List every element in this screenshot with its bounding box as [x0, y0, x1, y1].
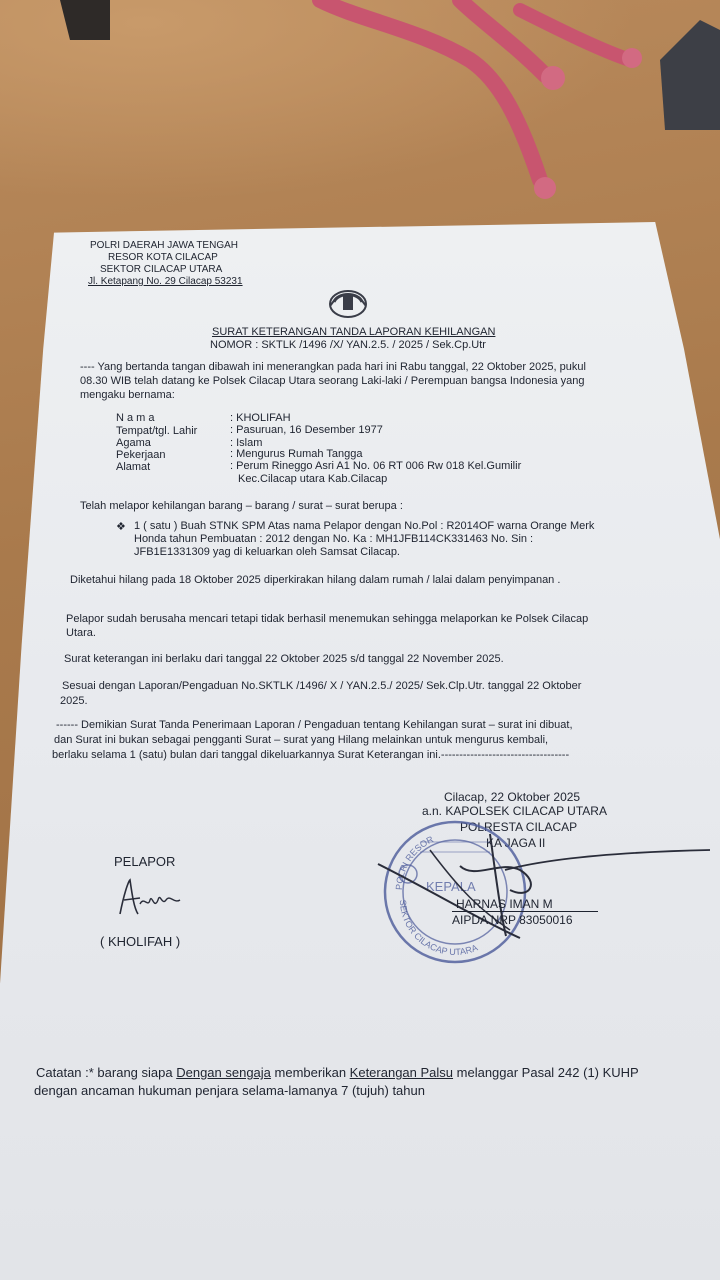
signature-ka-jaga: KA JAGA II [486, 836, 546, 850]
identity-value-birth: : Pasuruan, 16 Desember 1977 [230, 424, 383, 436]
header-line-1: POLRI DAERAH JAWA TENGAH [90, 240, 238, 251]
header-line-4: Jl. Ketapang No. 29 Cilacap 53231 [88, 276, 243, 287]
note-underlined-2: Keterangan Palsu [349, 1065, 454, 1080]
identity-label-name: N a m a [116, 412, 155, 424]
report-item-line-3: JFB1E1331309 yag di keluarkan oleh Samsat Cilacap. [134, 546, 400, 558]
bullet-diamond-icon: ❖ [116, 521, 126, 533]
reporter-label: PELAPOR [114, 854, 176, 869]
officer-rank-nrp: AIPDA NRP 83050016 [452, 913, 573, 927]
identity-label-address: Alamat [116, 461, 151, 473]
report-intro: Telah melapor kehilangan barang – barang / surat – surat berupa : [80, 500, 403, 512]
police-emblem-icon [326, 284, 370, 320]
note-prefix: Catatan :* barang siapa [36, 1065, 177, 1080]
identity-label-job: Pekerjaan [116, 449, 166, 461]
reporter-name: ( KHOLIFAH ) [100, 934, 181, 949]
lost-paragraph: Diketahui hilang pada 18 Oktober 2025 diperkirakan hilang dalam rumah / lalai dalam penyimpanan . [70, 574, 561, 586]
signature-place-date: Cilacap, 22 Oktober 2025 [444, 790, 581, 804]
note-suffix: melanggar Pasal 242 (1) KUHP [453, 1065, 639, 1080]
identity-label-birth: Tempat/tgl. Lahir [116, 425, 198, 437]
reference-paragraph-line-1: Sesuai dengan Laporan/Pengaduan No.SKTLK /1496/ X / YAN.2.5./ 2025/ Sek.Clp.Utr. tanggal 22 Oktober [62, 680, 582, 692]
header-line-2: RESOR KOTA CILACAP [108, 252, 218, 263]
identity-value-address: : Perum Rineggo Asri A1 No. 06 RT 006 Rw 018 Kel.Gumilir [230, 460, 522, 472]
note-line-2: dengan ancaman hukuman penjara selama-lamanya 7 (tujuh) tahun [34, 1083, 425, 1098]
intro-line-2: 08.30 WIB telah datang ke Polsek Cilacap Utara seorang Laki-laki / Perempuan bangsa Indonesia yang [80, 375, 585, 387]
reporter-signature-icon [114, 874, 184, 924]
search-paragraph-line-1: Pelapor sudah berusaha mencari tetapi tidak berhasil menemukan sehingga melaporkan ke Polsek Cilacap [66, 613, 589, 625]
signature-polresta: POLRESTA CILACAP [460, 820, 578, 834]
report-item-line-2: Honda tahun Pembuatan : 2012 dengan No. Ka : MH1JFB114CK331463 No. Sin : [134, 533, 534, 545]
officer-name: HARNAS IMAN M [456, 897, 553, 911]
signature-an: a.n. KAPOLSEK CILACAP UTARA [422, 804, 607, 818]
intro-line-1: ---- Yang bertanda tangan dibawah ini menerangkan pada hari ini Rabu tanggal, 22 Oktober 2025, pukul [80, 361, 586, 373]
validity-paragraph: Surat keterangan ini berlaku dari tanggal 22 Oktober 2025 s/d tanggal 22 November 2025. [64, 653, 504, 665]
stamp-middle-text: KEPALA [426, 879, 476, 894]
note-line-1 [36, 1066, 639, 1079]
closing-line-3: berlaku selama 1 (satu) bulan dari tanggal dikeluarkannya Surat Keterangan ini.----------------------------------- [52, 749, 570, 761]
officer-name-underline [452, 911, 598, 912]
report-item-line-1: 1 ( satu ) Buah STNK SPM Atas nama Pelapor dengan No.Pol : R2014OF warna Orange Merk [134, 520, 595, 532]
note-middle: memberikan [270, 1065, 350, 1080]
identity-value-job: : Mengurus Rumah Tangga [230, 448, 363, 460]
identity-value-name: : KHOLIFAH [230, 412, 291, 424]
note-underlined-1: Dengan sengaja [176, 1065, 271, 1080]
stamp-bottom-text: SEKTOR CILACAP UTARA [397, 899, 480, 958]
stamp-top-text: POLRI RESOR [393, 834, 435, 891]
reference-paragraph-line-2: 2025. [60, 695, 88, 707]
document-number: NOMOR : SKTLK /1496 /X/ YAN.2.5. / 2025 / Sek.Cp.Utr [210, 339, 486, 351]
closing-line-2: dan Surat ini bukan sebagai pengganti Surat – surat yang Hilang melainkan untuk mengurus kembali, [54, 734, 549, 746]
document-title: SURAT KETERANGAN TANDA LAPORAN KEHILANGAN [212, 326, 496, 338]
search-paragraph-line-2: Utara. [66, 627, 96, 639]
identity-label-religion: Agama [116, 437, 151, 449]
header-line-3: SEKTOR CILACAP UTARA [100, 264, 223, 275]
identity-value-religion: : Islam [230, 437, 263, 449]
intro-line-3: mengaku bernama: [80, 389, 175, 401]
closing-line-1: ------ Demikian Surat Tanda Penerimaan Laporan / Pengaduan tentang Kehilangan surat – surat ini dibuat, [56, 719, 573, 731]
identity-address-cont: Kec.Cilacap utara Kab.Cilacap [238, 473, 388, 485]
